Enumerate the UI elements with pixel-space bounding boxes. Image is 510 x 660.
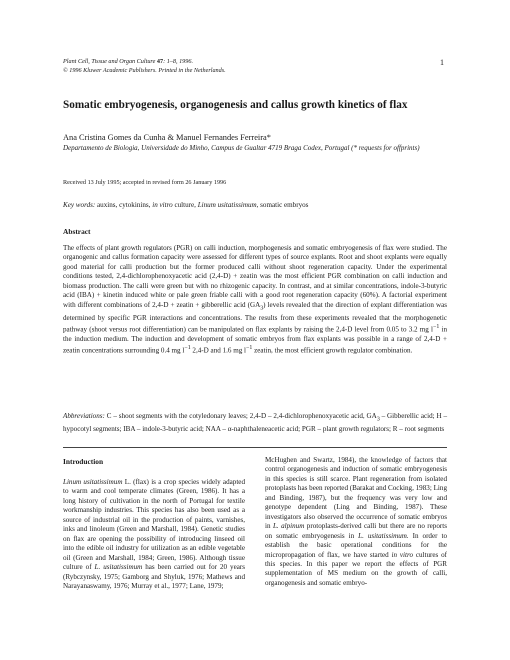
keyword-text: somatic embryos: [260, 201, 309, 209]
journal-volume: 47: [156, 58, 164, 65]
abbreviations-label: Abbreviations:: [63, 412, 105, 420]
author-affiliation: Departamento de Biologia, Universidade do Minho, Campus de Gualtar 4719 Braga Codex, Portugal (* requests for offprints): [63, 144, 420, 152]
body-text: McHughen and Swartz, 1984), the knowledge of factors that control organogenesis and induction of somatic embryogenesis in this species is still scarce. Plant regeneration from isolated protoplasts has been reported (Barakat and Cocking, 1983; Ling and Binding, 1987), but the frequency was very low and genotype dependent (Ling and Binding, 1987). These investigators also observed the occurrence of somatic embryos in: [265, 456, 447, 531]
abbreviations: [63, 412, 447, 434]
keyword-text: culture,: [174, 201, 196, 209]
keyword-text: in vitro: [152, 201, 173, 209]
journal-pages: : 1–8, 1996.: [163, 58, 193, 65]
section-divider: [63, 447, 447, 448]
journal-name: Plant Cell, Tissue and Organ Culture: [63, 58, 156, 65]
body-text: has been carried out for 20 years (Rybczynsky, 1975; Gamborg and Shyluk, 1976; Mathews and Narayanaswamy, 1976; Murray et al., 1977; Lane, 1979;: [63, 563, 245, 590]
abstract-part: in the induction medium. The induction and development of somatic embryos from flax explants was possible in a range of 2,4-D + zeatin concentrations surrounding 0.4 mg l: [63, 325, 447, 355]
body-text: In order to establish the basic operational conditions for the micropropagation of flax, we have started: [265, 531, 447, 559]
abstract-heading: Abstract: [63, 227, 91, 236]
in-vitro-term: in vitro: [391, 550, 414, 559]
body-text: protoplasts-derived calli but there are no reports on somatic embryogenesis in: [265, 522, 447, 540]
superscript: −1: [433, 324, 440, 331]
introduction-left-column: [63, 478, 245, 591]
species-name: L. usitatissimum.: [358, 531, 409, 540]
keyword-species: Linum usitatissimum,: [197, 201, 259, 209]
keywords: [63, 201, 447, 210]
copyright-line: © 1996 Kluwer Academic Publishers. Printed in the Netherlands.: [63, 67, 226, 74]
species-name: Linum usitatissimum: [63, 478, 123, 486]
keywords-label: Key words:: [63, 201, 96, 209]
article-title: Somatic embryogenesis, organogenesis and callus growth kinetics of flax: [63, 99, 408, 111]
subscript: 3: [376, 416, 380, 423]
abstract-part: ) levels revealed that the direction of explant differentiation was determined by specific PGR interactions and concentrations. The results from these experiments revealed that the morphogenetic pathway (shoot versus root differentiation) can be manipulated on flax explants by raising the 2,4-D level from 0.05 to 3.2 mg l: [63, 300, 447, 334]
body-text: L. (flax) is a crop species widely adapted to warm and cool temperate climates (Green, 1986). It has a long history of cultivation in the north of Portugal for textile workmanship industries. This species has also been used as a source of industrial oil in the production of paints, varnishes, inks and linoleum (Green and Marshall, 1984). Genetic studies on flax are opening the possibility of introducing linseed oil into the edible oil industry for utilization as an edible vegetable oil (Green and Marshall, 1984; Green, 1986). Although tissue culture of: [63, 478, 245, 572]
abstract-part: The effects of plant growth regulators (PGR) on calli induction, morphogenesis and somatic embryogenesis of flax were studied. The organogenic and callus formation capacity were assessed for different types of source explants. Root and shoot explants were equally good material for calli production but the former produced calli without shoot regeneration capacity. Under the experimental conditions tested, 2,4-dichlorophenoxyacetic acid (2,4-D) + zeatin was the most efficient PGR combination on calli induction and biomass production. The calli were green but with no rhizogenic capacity. In contrast, and at similar concentrations, indole-3-butyric acid (IBA) + kinetin induced white or pale green friable calli with a good root regeneration capacity (60%). A factorial experiment with different combinations of 2,4-D + zeatin + gibberellic acid (GA: [63, 244, 447, 309]
introduction-heading: Introduction: [63, 457, 104, 466]
abbreviations-text: – Gibberellic acid; H – hypocotyl segments; IBA – indole-3-butyric acid; NAA – α-naphthaleneacetic acid; PGR – plant growth regulators; R – root segments: [63, 412, 448, 433]
keyword-text: auxins, cytokinins,: [97, 201, 151, 209]
species-name: L. usitatissimum: [94, 563, 143, 572]
received-dates: Received 13 July 1995; accepted in revised form 26 January 1996: [63, 179, 227, 186]
body-text: cultures of this species. In this paper we report the effects of PGR supplementation of MS medium on the growth of calli, organogenesis and somatic embryo-: [265, 550, 447, 587]
abstract-part: 2,4-D and 1.6 mg l: [190, 346, 247, 355]
abbreviations-text: C – shoot segments with the cotyledonary leaves; 2,4-D – 2,4-dichlorophenoxyacetic acid, GA: [106, 412, 377, 420]
journal-masthead: [63, 57, 383, 75]
superscript: −1: [184, 345, 191, 352]
journal-citation: [63, 57, 383, 66]
introduction-right-column: [265, 456, 447, 588]
subscript: 3: [260, 305, 264, 312]
abstract-part: zeatin, the most efficient growth regulator combination.: [252, 346, 413, 355]
article-authors: Ana Cristina Gomes da Cunha & Manuel Fernandes Ferreira*: [63, 133, 271, 142]
superscript: −1: [246, 345, 253, 352]
species-name: L. alpinum: [272, 522, 305, 531]
page-number: 1: [440, 58, 444, 67]
abstract-text: [63, 244, 447, 356]
